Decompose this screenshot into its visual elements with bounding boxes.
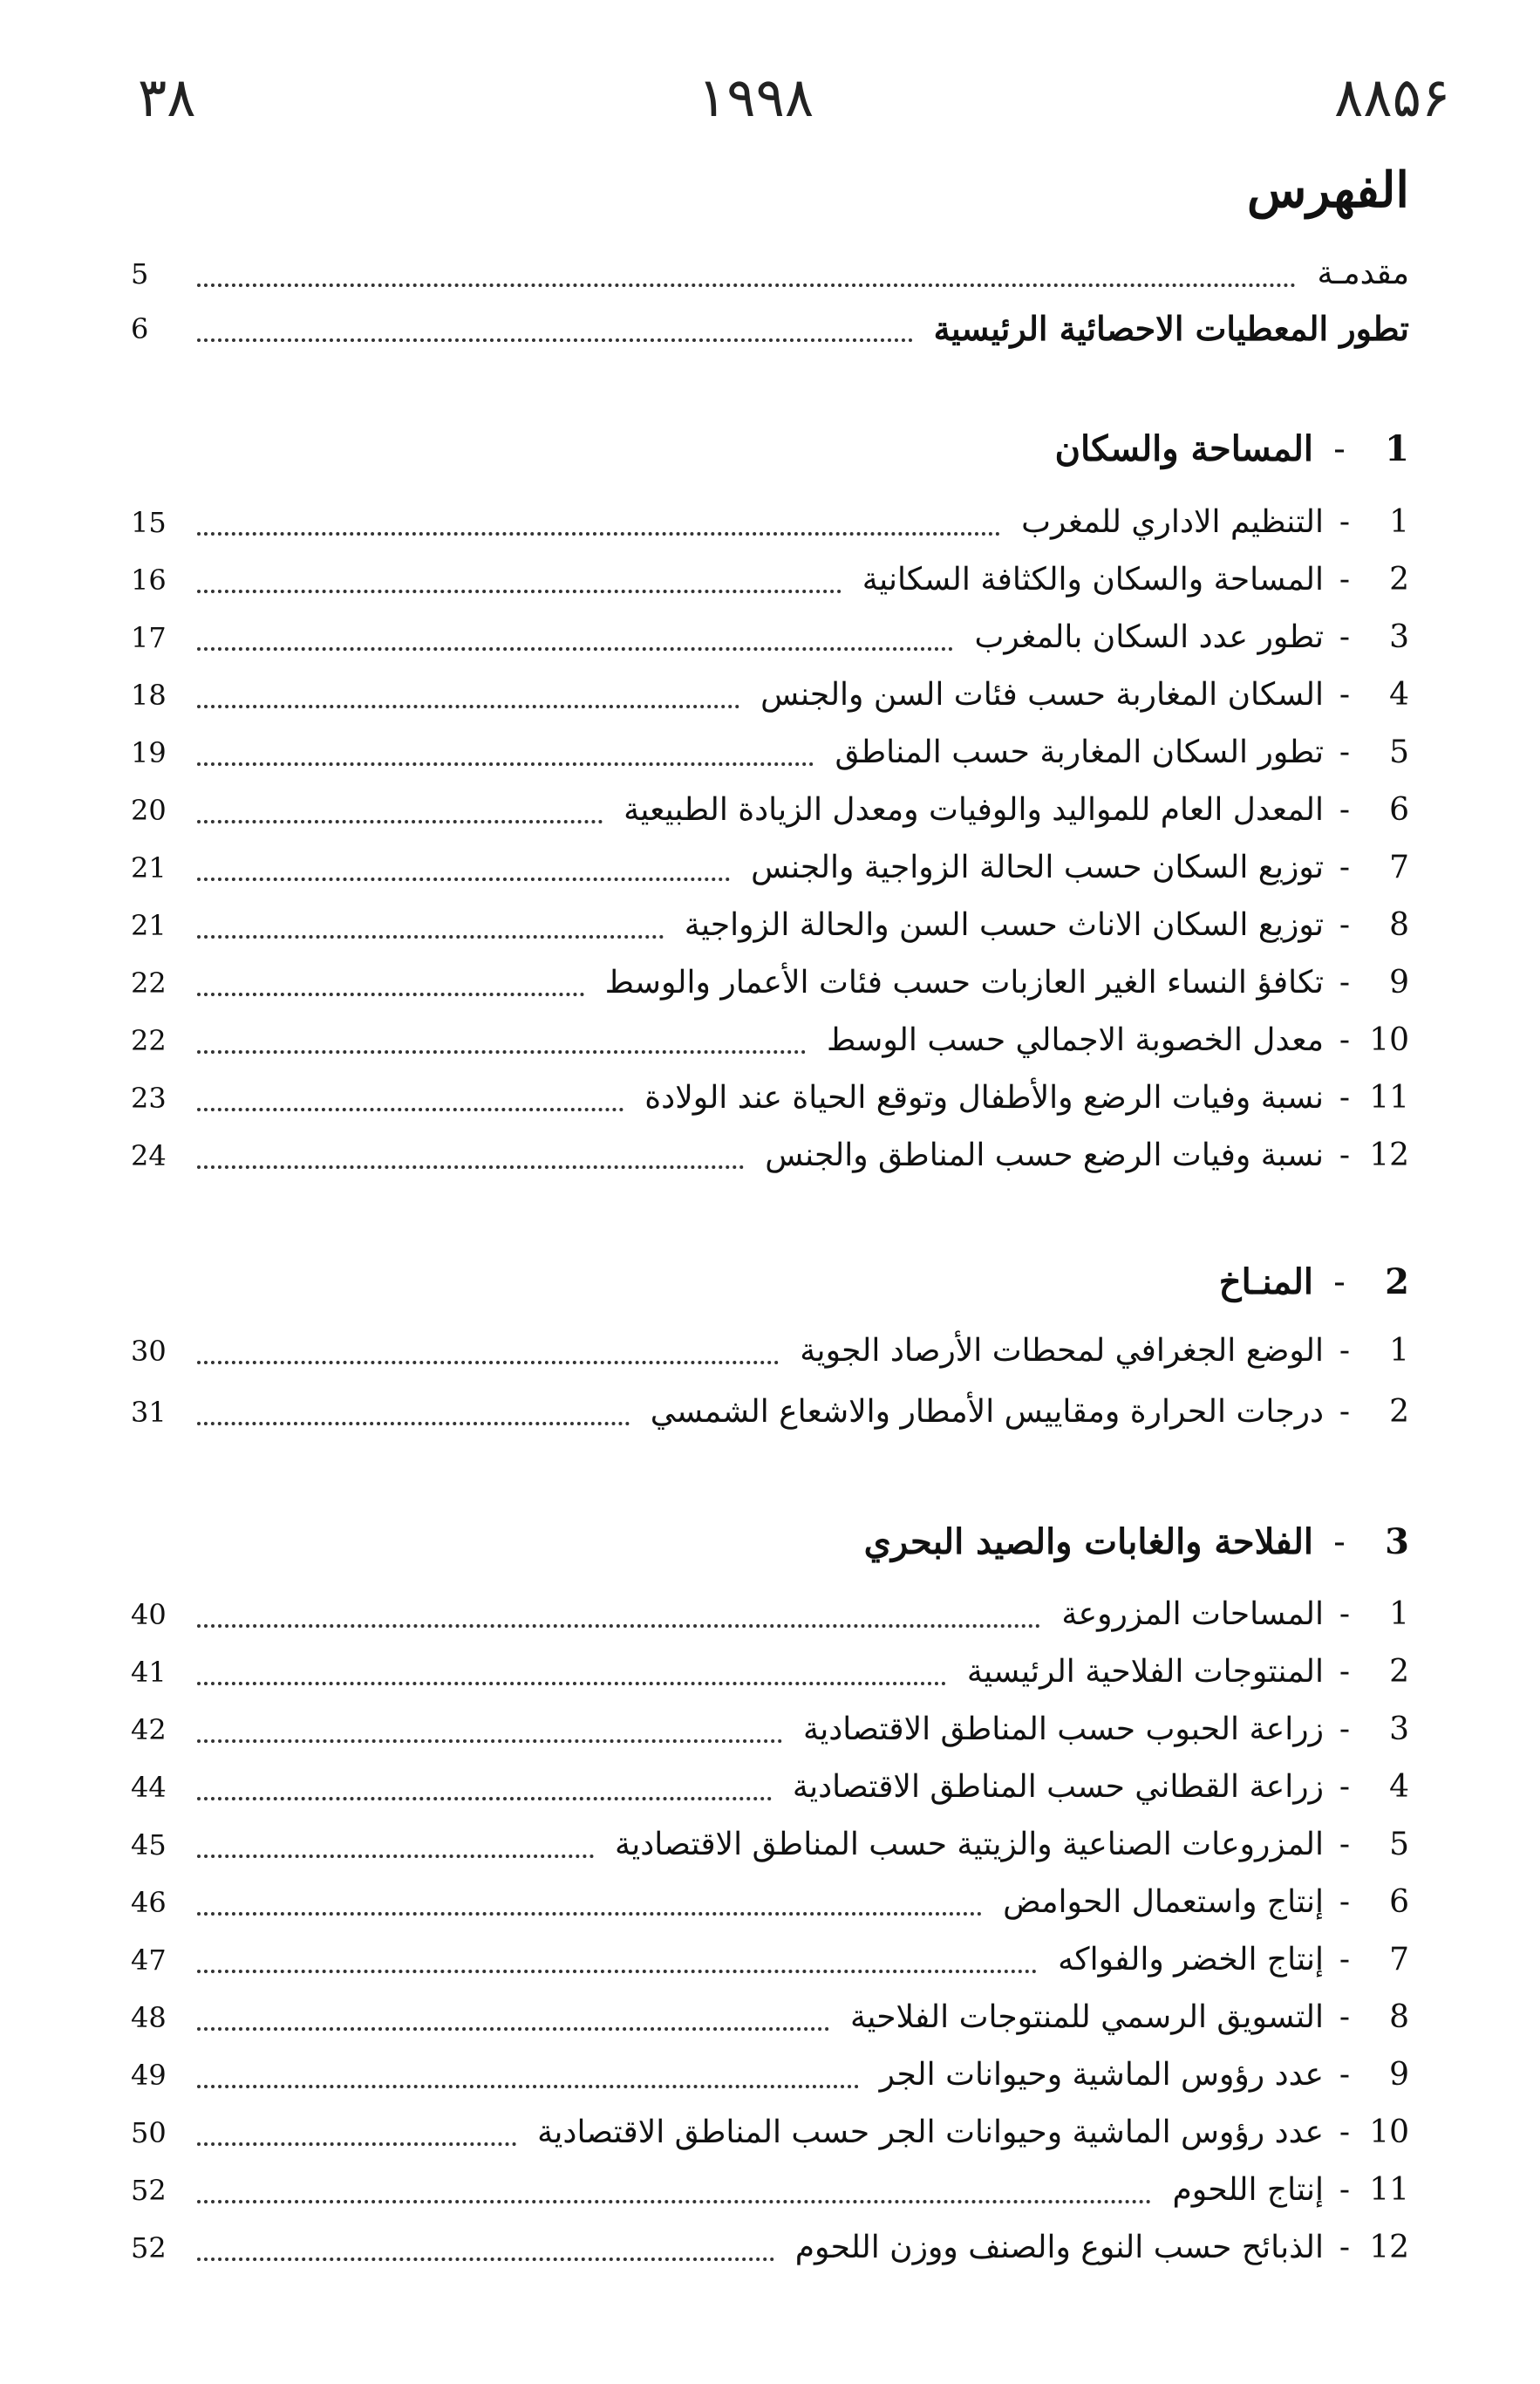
entry-number: 6: [1389, 1884, 1409, 1920]
toc-entry[interactable]: [131, 670, 1409, 721]
toc-title: الفهرس: [1246, 161, 1409, 219]
dot-leader: [197, 1049, 806, 1054]
entry-text: المساحة والسكان والكثافة السكانية: [862, 562, 1324, 598]
dot-leader: [197, 762, 814, 766]
toc-entry[interactable]: [131, 1589, 1409, 1640]
entry-text: زراعة الحبوب حسب المناطق الاقتصادية: [802, 1711, 1324, 1747]
entry-page: 50: [131, 2116, 167, 2149]
toc-entry[interactable]: [131, 2050, 1409, 2101]
dot-leader: [197, 1796, 772, 1800]
entry-page: 52: [131, 2231, 167, 2264]
entry-page: 47: [131, 1943, 167, 1977]
entry-page: 40: [131, 1598, 167, 1631]
dot-leader: [197, 1969, 1037, 1973]
entry-dash: -: [1339, 562, 1351, 598]
toc-entry[interactable]: [131, 958, 1409, 1008]
entry-dash: -: [1339, 1942, 1351, 1978]
toc-entry[interactable]: [131, 2223, 1409, 2273]
entry-text: الوضع الجغرافي لمحطات الأرصاد الجوية: [800, 1333, 1324, 1369]
dot-leader: [197, 2026, 829, 2031]
entry-number: 9: [1389, 965, 1409, 1001]
toc-entry[interactable]: [131, 612, 1409, 663]
entry-text: توزيع السكان حسب الحالة الزواجية والجنس: [751, 850, 1324, 885]
dot-leader: [197, 589, 842, 593]
entry-number: 2: [1389, 1654, 1409, 1690]
section-heading-3: [864, 1516, 1409, 1568]
entry-text: توزيع السكان الاناث حسب السن والحالة الزواجية: [684, 907, 1324, 943]
dot-leader: [197, 1623, 1040, 1628]
entry-number: 2: [1389, 562, 1409, 598]
toc-entry[interactable]: [131, 2165, 1409, 2216]
entry-dash: -: [1339, 1333, 1351, 1369]
entry-number: 9: [1389, 2057, 1409, 2093]
section-heading-1: [1055, 423, 1409, 475]
dot-leader: [197, 2142, 516, 2146]
entry-dash: -: [1339, 2172, 1351, 2208]
entry-number: 1: [1389, 504, 1409, 540]
entry-number: 10: [1369, 2114, 1409, 2150]
dot-leader: [197, 283, 1296, 287]
entry-dash: -: [1339, 677, 1351, 713]
entry-number: 8: [1389, 907, 1409, 943]
entry-text: تكافؤ النساء الغير العازبات حسب فئات الأعمار والوسط: [604, 965, 1324, 1001]
toc-entry[interactable]: [131, 1820, 1409, 1870]
entry-number: 7: [1389, 850, 1409, 885]
entry-dash: -: [1339, 907, 1351, 943]
entry-number: 12: [1369, 2230, 1409, 2265]
entry-dash: -: [1339, 2230, 1351, 2265]
entry-page: 22: [131, 967, 167, 1000]
entry-text: الذبائح حسب النوع والصنف ووزن اللحوم: [794, 2230, 1324, 2265]
toc-entry[interactable]: [131, 1073, 1409, 1124]
dot-leader: [197, 338, 913, 342]
dot-leader: [197, 1107, 623, 1111]
entry-text: معدل الخصوبة الاجمالي حسب الوسط: [827, 1022, 1324, 1058]
entry-page: 42: [131, 1713, 167, 1746]
entry-page: 20: [131, 794, 167, 827]
entry-dash: -: [1339, 965, 1351, 1001]
entry-text: إنتاج اللحوم: [1172, 2172, 1324, 2208]
entry-dash: -: [1339, 734, 1351, 770]
handwritten-mark-center: ۱۹۹۸: [698, 65, 814, 129]
entry-page: 22: [131, 1024, 167, 1057]
section-title: الفلاحة والغابات والصيد البحري: [863, 1521, 1313, 1562]
entry-page: 48: [131, 2001, 167, 2034]
toc-entry[interactable]: [131, 727, 1409, 778]
entry-number: 3: [1389, 619, 1409, 655]
dot-leader: [197, 992, 584, 996]
toc-entry[interactable]: [131, 1326, 1409, 1376]
entry-dash: -: [1339, 1596, 1351, 1632]
section-dash: -: [1333, 1522, 1346, 1562]
entry-page: 41: [131, 1656, 167, 1689]
entry-text: تطور السكان المغاربة حسب المناطق: [835, 734, 1324, 770]
entry-page: 15: [131, 506, 167, 539]
handwritten-mark-left: ۳۸: [138, 65, 196, 129]
entry-dash: -: [1339, 1137, 1351, 1173]
entry-text: تطور المعطيات الاحصائية الرئيسية: [933, 309, 1409, 348]
entry-text: درجات الحرارة ومقاييس الأمطار والاشعاع الشمسي: [650, 1394, 1324, 1430]
entry-page: 52: [131, 2174, 167, 2207]
entry-number: 3: [1389, 1711, 1409, 1747]
toc-entry[interactable]: [131, 900, 1409, 951]
entry-number: 5: [1389, 734, 1409, 770]
section-number: 3: [1385, 1521, 1409, 1562]
handwritten-mark-right: ۸۸۵۶: [1334, 65, 1451, 129]
entry-number: 7: [1389, 1942, 1409, 1978]
dot-leader: [197, 2257, 774, 2261]
entry-page: 31: [131, 1396, 167, 1429]
toc-entry[interactable]: [131, 843, 1409, 893]
entry-page: 21: [131, 909, 167, 942]
section-title: المساحة والسكان: [1054, 428, 1313, 469]
entry-text: مقدمـة: [1317, 256, 1409, 291]
entry-page: 23: [131, 1082, 167, 1115]
toc-entry[interactable]: [131, 1704, 1409, 1755]
toc-entry[interactable]: [131, 555, 1409, 605]
entry-text: نسبة وفيات الرضع والأطفال وتوقع الحياة عند الولادة: [644, 1080, 1324, 1116]
entry-dash: -: [1339, 1999, 1351, 2035]
entry-text: زراعة القطاني حسب المناطق الاقتصادية: [792, 1769, 1324, 1805]
dot-leader: [197, 877, 730, 881]
entry-page: 24: [131, 1139, 167, 1172]
dot-leader: [197, 1911, 982, 1916]
dot-leader: [197, 531, 1000, 536]
entry-dash: -: [1339, 1769, 1351, 1805]
section-title: المنـاخ: [1218, 1261, 1313, 1302]
entry-dash: -: [1339, 1394, 1351, 1430]
entry-page: 45: [131, 1828, 167, 1861]
entry-number: 5: [1389, 1827, 1409, 1862]
toc-entry[interactable]: [131, 1877, 1409, 1928]
entry-dash: -: [1339, 1884, 1351, 1920]
entry-number: 2: [1389, 1394, 1409, 1430]
toc-entry[interactable]: [131, 1015, 1409, 1066]
entry-text: المساحات المزروعة: [1061, 1596, 1324, 1632]
dot-leader: [197, 1854, 594, 1858]
entry-number: 6: [1389, 792, 1409, 828]
entry-text: المنتوجات الفلاحية الرئيسية: [966, 1654, 1324, 1690]
entry-dash: -: [1339, 1711, 1351, 1747]
dot-leader: [197, 1681, 946, 1685]
entry-text: المزروعات الصناعية والزيتية حسب المناطق الاقتصادية: [614, 1827, 1324, 1862]
entry-dash: -: [1339, 792, 1351, 828]
section-dash: -: [1333, 429, 1346, 469]
toc-entry[interactable]: [131, 1935, 1409, 1985]
toc-entry[interactable]: [131, 1387, 1409, 1438]
dot-leader: [197, 1360, 779, 1364]
entry-text: المعدل العام للمواليد والوفيات ومعدل الزيادة الطبيعية: [623, 792, 1324, 828]
entry-number: 4: [1389, 1769, 1409, 1805]
entry-number: 1: [1389, 1333, 1409, 1369]
entry-dash: -: [1339, 1654, 1351, 1690]
entry-text: عدد رؤوس الماشية وحيوانات الجر: [879, 2057, 1324, 2093]
entry-number: 11: [1369, 2172, 1409, 2208]
entry-text: التسويق الرسمي للمنتوجات الفلاحية: [850, 1999, 1324, 2035]
entry-page: 16: [131, 564, 167, 597]
entry-page: 49: [131, 2059, 167, 2092]
dot-leader: [197, 1738, 782, 1743]
entry-text: التنظيم الاداري للمغرب: [1021, 504, 1324, 540]
entry-dash: -: [1339, 850, 1351, 885]
entry-page: 21: [131, 851, 167, 885]
toc-entry[interactable]: [131, 1992, 1409, 2043]
entry-dash: -: [1339, 619, 1351, 655]
entry-text: إنتاج واستعمال الحوامض: [1003, 1884, 1324, 1920]
entry-number: 1: [1389, 1596, 1409, 1632]
entry-page: 18: [131, 679, 167, 712]
entry-number: 11: [1369, 1080, 1409, 1116]
entry-dash: -: [1339, 1827, 1351, 1862]
toc-entry[interactable]: [131, 1647, 1409, 1697]
section-number: 2: [1385, 1261, 1409, 1302]
dot-leader: [197, 2199, 1151, 2203]
section-dash: -: [1333, 1262, 1346, 1302]
entry-text: عدد رؤوس الماشية وحيوانات الجر حسب المناطق الاقتصادية: [537, 2114, 1324, 2150]
entry-page: 44: [131, 1771, 167, 1804]
entry-page: 19: [131, 736, 167, 769]
entry-page: 5: [131, 257, 149, 290]
dot-leader: [197, 1165, 744, 1169]
toc-entry[interactable]: [131, 497, 1409, 548]
entry-dash: -: [1339, 2114, 1351, 2150]
toc-entry-main-stats[interactable]: [131, 304, 1409, 354]
entry-number: 8: [1389, 1999, 1409, 2035]
entry-number: 4: [1389, 677, 1409, 713]
entry-text: نسبة وفيات الرضع حسب المناطق والجنس: [765, 1137, 1324, 1173]
entry-dash: -: [1339, 1022, 1351, 1058]
entry-text: تطور عدد السكان بالمغرب: [974, 619, 1324, 655]
dot-leader: [197, 2084, 859, 2088]
entry-page: 6: [131, 312, 149, 345]
toc-entry[interactable]: [131, 1762, 1409, 1813]
entry-number: 12: [1369, 1137, 1409, 1173]
toc-entry[interactable]: [131, 785, 1409, 836]
section-heading-2: [1219, 1256, 1409, 1308]
entry-page: 17: [131, 621, 167, 654]
toc-entry-intro[interactable]: [131, 249, 1409, 299]
dot-leader: [197, 646, 953, 651]
dot-leader: [197, 819, 603, 823]
entry-page: 46: [131, 1886, 167, 1919]
toc-entry[interactable]: [131, 1131, 1409, 1181]
entry-page: 30: [131, 1335, 167, 1368]
dot-leader: [197, 934, 664, 939]
entry-text: إنتاج الخضر والفواكه: [1058, 1942, 1324, 1978]
entry-text: السكان المغاربة حسب فئات السن والجنس: [760, 677, 1324, 713]
entry-dash: -: [1339, 2057, 1351, 2093]
toc-entry[interactable]: [131, 2107, 1409, 2158]
dot-leader: [197, 1421, 630, 1425]
dot-leader: [197, 704, 739, 708]
entry-dash: -: [1339, 504, 1351, 540]
section-number: 1: [1385, 428, 1409, 469]
entry-dash: -: [1339, 1080, 1351, 1116]
entry-number: 10: [1369, 1022, 1409, 1058]
